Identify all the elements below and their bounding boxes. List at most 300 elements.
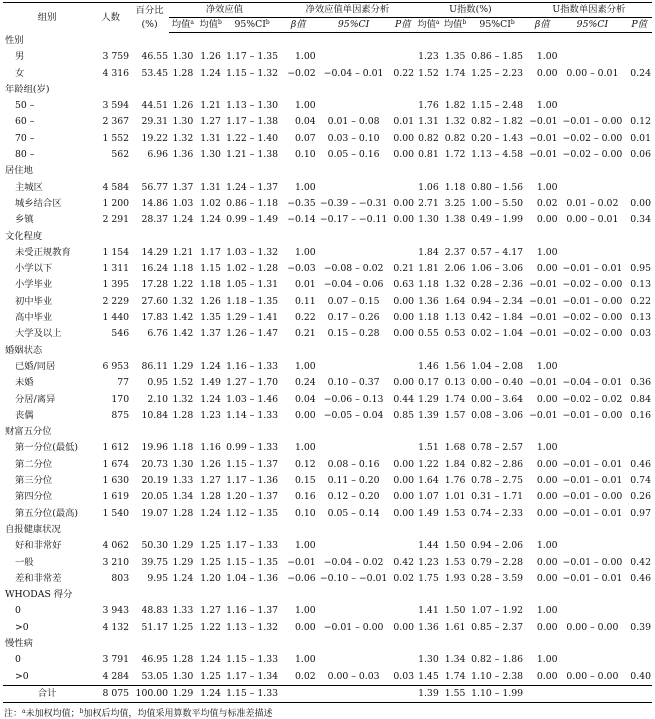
- ci-cell: −0.39 – −0.31: [319, 197, 388, 209]
- u-p-value-cell: 0.16: [630, 409, 651, 421]
- u-mean-a-cell: 1.06: [418, 181, 439, 193]
- table-row: [3, 326, 652, 342]
- u-mean-a-cell: 1.39: [418, 409, 439, 421]
- row-label-cell: 第五分位(最高): [15, 507, 79, 519]
- u-mean-a-cell: 1.84: [418, 246, 439, 258]
- category-row: [3, 229, 652, 245]
- u-mean-a-cell: 0.81: [418, 149, 439, 161]
- u-ci-cell: 0.01 – 0.02: [566, 197, 619, 209]
- u-p-value-cell: 0.42: [630, 556, 651, 568]
- u-beta-cell: 1.00: [536, 181, 558, 193]
- ci-a-cell: 1.22 – 1.40: [226, 132, 279, 144]
- u-mean-b-cell: 1.93: [444, 572, 466, 584]
- mean-a-cell: 1.32: [172, 132, 194, 144]
- u-mean-a-cell: 1.44: [418, 540, 439, 552]
- count-cell: 4 284: [102, 670, 130, 682]
- p-value-cell: 0.00: [393, 328, 415, 340]
- count-cell: 4 584: [102, 181, 130, 193]
- ci-cell: −0.17 – −0.11: [319, 214, 388, 226]
- mean-a-cell: 1.28: [172, 654, 194, 666]
- total-u-mean-b-cell: 1.55: [442, 685, 469, 702]
- u-ci-cell: −0.02 – 0.00: [562, 132, 623, 144]
- beta-cell: 0.22: [294, 312, 316, 324]
- category-row: [3, 343, 652, 359]
- u-beta-cell: 1.00: [536, 540, 558, 552]
- beta-cell: 0.07: [294, 132, 316, 144]
- u-p-value-cell: 0.40: [630, 670, 651, 682]
- count-cell: 2 291: [102, 214, 130, 226]
- ci-cell: [317, 180, 391, 196]
- beta-cell: 1.00: [294, 540, 316, 552]
- ci-cell: [317, 359, 391, 375]
- u-mean-b-cell: 1.74: [444, 393, 466, 405]
- mean-b-cell: 1.28: [200, 491, 221, 503]
- header-u-index: U指数(%): [415, 3, 526, 18]
- row-label-cell: 第一分位(最低): [15, 442, 79, 454]
- u-p-value-cell: 0.74: [630, 475, 651, 487]
- beta-cell: −0.35: [287, 197, 316, 209]
- u-mean-b-cell: 0.53: [444, 328, 466, 340]
- beta-cell: 0.04: [294, 116, 316, 128]
- header-beta: β值: [280, 18, 317, 33]
- ci-cell: 0.05 – 0.16: [327, 149, 380, 161]
- total-row-label-cell: 合计: [3, 685, 91, 702]
- mean-b-cell: 1.27: [200, 475, 221, 487]
- u-beta-cell: −0.01: [529, 409, 558, 421]
- table-row: [3, 408, 652, 424]
- u-mean-a-cell: 0.55: [418, 328, 439, 340]
- p-value-cell: 0.00: [393, 149, 415, 161]
- percent-cell: 9.95: [147, 572, 169, 584]
- p-value-cell: [391, 180, 416, 196]
- u-ci-cell: −0.02 – 0.00: [562, 279, 623, 291]
- p-value-cell: 0.01: [393, 116, 415, 128]
- u-p-value-cell: [626, 180, 652, 196]
- total-mean-a-cell: 1.29: [169, 685, 197, 702]
- table-row: [3, 261, 652, 277]
- row-label-cell: 丧偶: [15, 409, 34, 421]
- total-ci-cell: [317, 685, 391, 702]
- p-value-cell: 0.00: [393, 475, 415, 487]
- ci-cell: −0.01 – 0.00: [323, 621, 384, 633]
- ci-cell: [317, 603, 391, 619]
- count-cell: 2 229: [102, 295, 130, 307]
- u-beta-cell: 0.00: [536, 67, 558, 79]
- category-label: WHODAS 得分: [5, 589, 73, 601]
- ci-a-cell: 1.16 – 1.33: [226, 360, 279, 372]
- u-ci-a-cell: 0.49 – 1.99: [471, 214, 524, 226]
- table-header: [3, 3, 652, 33]
- beta-cell: 0.15: [294, 475, 316, 487]
- mean-b-cell: 1.24: [200, 654, 221, 666]
- u-mean-b-cell: 2.37: [444, 246, 466, 258]
- u-mean-a-cell: 1.22: [418, 458, 439, 470]
- header-u-mean-a: 均值$^a$: [415, 18, 442, 33]
- row-label-cell: 城乡结合区: [15, 197, 62, 209]
- u-mean-b-cell: 1.68: [444, 442, 466, 454]
- u-ci-cell: 0.00 – 0.01: [566, 67, 619, 79]
- u-mean-a-cell: 1.23: [418, 556, 439, 568]
- p-value-cell: 0.85: [393, 409, 415, 421]
- count-cell: 1 619: [102, 491, 130, 503]
- u-ci-cell: [559, 603, 627, 619]
- u-mean-a-cell: 1.36: [418, 621, 439, 633]
- mean-b-cell: 1.25: [200, 670, 221, 682]
- mean-b-cell: 1.25: [200, 556, 221, 568]
- mean-b-cell: 1.30: [200, 149, 221, 161]
- percent-cell: 10.84: [141, 409, 169, 421]
- beta-cell: 1.00: [294, 181, 316, 193]
- mean-b-cell: 1.18: [200, 279, 221, 291]
- u-ci-cell: −0.01 – 0.00: [562, 116, 623, 128]
- beta-cell: 1.00: [294, 605, 316, 617]
- ci-cell: [317, 245, 391, 261]
- mean-a-cell: 1.42: [172, 312, 194, 324]
- mean-a-cell: 1.28: [172, 409, 194, 421]
- ci-cell: [317, 652, 391, 668]
- p-value-cell: [391, 49, 416, 65]
- p-value-cell: 0.42: [393, 556, 415, 568]
- category-row: [3, 522, 652, 538]
- beta-cell: −0.03: [287, 263, 316, 275]
- u-beta-cell: 1.00: [536, 654, 558, 666]
- percent-cell: 29.31: [141, 116, 169, 128]
- u-ci-cell: −0.01 – 0.00: [562, 556, 623, 568]
- u-mean-b-cell: 1.01: [444, 491, 466, 503]
- u-mean-a-cell: 1.76: [418, 100, 439, 112]
- ci-cell: [317, 538, 391, 554]
- percent-cell: 28.37: [141, 214, 169, 226]
- ci-a-cell: 1.14 – 1.33: [226, 409, 279, 421]
- category-row: [3, 163, 652, 179]
- mean-b-cell: 1.21: [200, 100, 221, 112]
- p-value-cell: 0.00: [393, 312, 415, 324]
- u-p-value-cell: 0.46: [630, 458, 651, 470]
- percent-cell: 17.28: [141, 279, 169, 291]
- u-ci-a-cell: 0.78 – 2.75: [471, 475, 524, 487]
- percent-cell: 6.76: [147, 328, 169, 340]
- u-mean-b-cell: 1.34: [444, 654, 466, 666]
- data-table: [3, 2, 652, 703]
- table-row: [3, 506, 652, 522]
- u-p-value-cell: 0.22: [630, 295, 651, 307]
- ci-a-cell: 1.15 – 1.32: [226, 67, 279, 79]
- u-beta-cell: −0.01: [529, 149, 558, 161]
- u-ci-cell: −0.01 – 0.00: [562, 491, 623, 503]
- row-label-cell: 一般: [15, 556, 34, 568]
- percent-cell: 50.30: [141, 540, 169, 552]
- table-row: [3, 66, 652, 82]
- row-label-cell: 分居/离异: [15, 393, 56, 405]
- u-ci-a-cell: 1.07 – 1.92: [471, 605, 524, 617]
- percent-cell: 51.17: [141, 621, 169, 633]
- count-cell: 4 132: [102, 621, 130, 633]
- count-cell: 1 612: [102, 442, 130, 454]
- table-row: [3, 538, 652, 554]
- row-label-cell: 第三分位: [15, 475, 53, 487]
- u-mean-a-cell: 0.82: [418, 132, 439, 144]
- mean-b-cell: 1.17: [200, 246, 221, 258]
- count-cell: 1 674: [102, 458, 130, 470]
- percent-cell: 20.05: [141, 491, 169, 503]
- percent-cell: 14.86: [141, 197, 169, 209]
- u-mean-a-cell: 1.45: [418, 670, 439, 682]
- ci-cell: 0.10 – 0.37: [327, 377, 380, 389]
- count-cell: 546: [111, 328, 130, 340]
- u-ci-a-cell: 0.78 – 2.57: [471, 442, 524, 454]
- u-ci-cell: [559, 538, 627, 554]
- row-label-cell: 0: [15, 605, 21, 617]
- u-mean-a-cell: 1.49: [418, 507, 439, 519]
- percent-cell: 16.24: [141, 263, 169, 275]
- ci-a-cell: 1.26 – 1.47: [226, 328, 279, 340]
- u-beta-cell: −0.01: [529, 116, 558, 128]
- mean-b-cell: 1.31: [200, 181, 221, 193]
- header-u-beta: β值: [526, 18, 559, 33]
- total-p-value-cell: [391, 685, 416, 702]
- u-p-value-cell: 0.13: [630, 312, 651, 324]
- table-row: [3, 603, 652, 619]
- header-u-ci: 95%CI: [559, 18, 627, 33]
- percent-cell: 46.55: [141, 51, 169, 63]
- mean-b-cell: 1.25: [200, 540, 221, 552]
- u-mean-b-cell: 0.13: [444, 377, 466, 389]
- u-mean-b-cell: 1.50: [444, 540, 466, 552]
- u-p-value-cell: [626, 652, 652, 668]
- ci-cell: 0.11 – 0.20: [327, 475, 380, 487]
- u-mean-a-cell: 1.81: [418, 263, 439, 275]
- beta-cell: 0.01: [294, 279, 316, 291]
- count-cell: 3 210: [102, 556, 130, 568]
- u-ci-a-cell: 1.15 – 2.48: [471, 100, 524, 112]
- percent-cell: 27.60: [141, 295, 169, 307]
- p-value-cell: 0.00: [393, 621, 415, 633]
- mean-b-cell: 1.49: [200, 377, 221, 389]
- row-label-cell: 0: [15, 654, 21, 666]
- mean-a-cell: 1.33: [172, 605, 194, 617]
- percent-cell: 48.83: [141, 605, 169, 617]
- mean-b-cell: 1.15: [200, 263, 221, 275]
- u-mean-b-cell: 1.76: [444, 475, 466, 487]
- count-cell: 3 759: [102, 51, 130, 63]
- row-label-cell: 第二分位: [15, 458, 53, 470]
- u-p-value-cell: 0.46: [630, 572, 651, 584]
- mean-b-cell: 1.02: [200, 197, 221, 209]
- ci-a-cell: 1.02 – 1.28: [226, 263, 279, 275]
- u-beta-cell: −0.01: [529, 295, 558, 307]
- mean-a-cell: 1.36: [172, 149, 194, 161]
- count-cell: 1 552: [102, 132, 130, 144]
- total-count-cell: 8 075: [91, 685, 130, 702]
- ci-cell: −0.04 – 0.06: [323, 279, 384, 291]
- ci-cell: 0.00 – 0.03: [327, 670, 380, 682]
- u-mean-b-cell: 1.82: [444, 100, 466, 112]
- u-ci-a-cell: 1.04 – 2.08: [471, 360, 524, 372]
- mean-a-cell: 1.52: [172, 377, 194, 389]
- percent-cell: 20.19: [141, 475, 169, 487]
- header-net-uni: 净效应值单因素分析: [280, 3, 415, 18]
- ci-cell: −0.08 – 0.02: [323, 263, 384, 275]
- ci-a-cell: 1.05 – 1.31: [226, 279, 279, 291]
- table-row: [3, 669, 652, 686]
- percent-cell: 44.51: [141, 100, 169, 112]
- u-p-value-cell: 0.36: [630, 377, 651, 389]
- u-beta-cell: 0.00: [536, 491, 558, 503]
- u-beta-cell: 0.00: [536, 670, 558, 682]
- table-row: [3, 571, 652, 587]
- mean-a-cell: 1.28: [172, 67, 194, 79]
- beta-cell: 0.10: [294, 149, 316, 161]
- count-cell: 1 154: [102, 246, 130, 258]
- u-ci-a-cell: 0.82 – 1.86: [471, 654, 524, 666]
- ci-cell: [317, 98, 391, 114]
- u-mean-a-cell: 1.52: [418, 67, 439, 79]
- u-beta-cell: 1.00: [536, 605, 558, 617]
- mean-b-cell: 1.16: [200, 442, 221, 454]
- ci-a-cell: 1.15 – 1.35: [226, 556, 279, 568]
- u-beta-cell: −0.01: [529, 377, 558, 389]
- p-value-cell: 0.00: [393, 214, 415, 226]
- table-row: [3, 489, 652, 505]
- total-u-ci-a-cell: 1.10 – 1.99: [468, 685, 525, 702]
- mean-a-cell: 1.34: [172, 491, 194, 503]
- header-pct: 百分比 (%): [135, 4, 164, 30]
- mean-a-cell: 1.29: [172, 540, 194, 552]
- category-label: 自报健康状况: [5, 523, 61, 535]
- u-mean-a-cell: 1.36: [418, 295, 439, 307]
- table-row: [3, 180, 652, 196]
- table-row: [3, 457, 652, 473]
- u-ci-cell: [559, 180, 627, 196]
- u-mean-b-cell: 1.32: [444, 116, 466, 128]
- beta-cell: 0.21: [294, 328, 316, 340]
- u-beta-cell: 0.00: [536, 214, 558, 226]
- beta-cell: 0.04: [294, 393, 316, 405]
- ci-a-cell: 1.04 – 1.36: [226, 572, 279, 584]
- u-beta-cell: −0.01: [529, 312, 558, 324]
- u-ci-a-cell: 0.82 – 2.86: [471, 458, 524, 470]
- mean-b-cell: 1.26: [200, 51, 221, 63]
- total-u-p-value-cell: [626, 685, 652, 702]
- mean-a-cell: 1.32: [172, 393, 194, 405]
- table-row: [3, 131, 652, 147]
- beta-cell: 0.00: [294, 621, 316, 633]
- mean-b-cell: 1.24: [200, 507, 221, 519]
- p-value-cell: [391, 245, 416, 261]
- ci-a-cell: 1.13 – 1.30: [226, 100, 279, 112]
- ci-cell: 0.07 – 0.15: [327, 295, 380, 307]
- u-mean-b-cell: 1.32: [444, 279, 466, 291]
- mean-a-cell: 1.18: [172, 263, 194, 275]
- u-mean-a-cell: 1.18: [418, 279, 439, 291]
- category-label: 慢性病: [5, 637, 33, 649]
- category-row: [3, 82, 652, 98]
- row-label-cell: 初中毕业: [15, 295, 53, 307]
- ci-a-cell: 1.17 – 1.35: [226, 51, 279, 63]
- count-cell: 3 943: [102, 605, 130, 617]
- beta-cell: 0.11: [294, 295, 316, 307]
- mean-b-cell: 1.31: [200, 132, 221, 144]
- u-ci-a-cell: 0.79 – 2.28: [471, 556, 524, 568]
- total-u-mean-a-cell: 1.39: [415, 685, 442, 702]
- u-beta-cell: 0.00: [536, 507, 558, 519]
- mean-a-cell: 1.18: [172, 442, 194, 454]
- total-u-ci-cell: [559, 685, 627, 702]
- p-value-cell: 0.00: [393, 507, 415, 519]
- u-beta-cell: 0.00: [536, 475, 558, 487]
- table-row: [3, 277, 652, 293]
- p-value-cell: 0.00: [393, 458, 415, 470]
- u-mean-b-cell: 1.53: [444, 556, 466, 568]
- u-mean-b-cell: 1.74: [444, 670, 466, 682]
- row-label-cell: >0: [15, 670, 29, 682]
- u-beta-cell: 0.00: [536, 263, 558, 275]
- u-p-value-cell: [626, 98, 652, 114]
- p-value-cell: 0.02: [393, 572, 415, 584]
- row-label-cell: 已婚/同居: [15, 360, 56, 372]
- u-ci-cell: 0.00 – 0.00: [566, 670, 619, 682]
- u-mean-a-cell: 1.31: [418, 116, 439, 128]
- row-label-cell: 60 –: [15, 116, 35, 128]
- table-row: [3, 392, 652, 408]
- u-beta-cell: 1.00: [536, 442, 558, 454]
- u-ci-a-cell: 0.28 – 3.59: [471, 572, 524, 584]
- beta-cell: 1.00: [294, 442, 316, 454]
- table-row: [3, 294, 652, 310]
- u-mean-b-cell: 1.72: [444, 149, 466, 161]
- count-cell: 1 630: [102, 475, 130, 487]
- ci-a-cell: 1.20 – 1.37: [226, 491, 279, 503]
- u-mean-b-cell: 1.13: [444, 312, 466, 324]
- u-mean-b-cell: 1.35: [444, 51, 466, 63]
- u-ci-cell: −0.02 – 0.00: [562, 312, 623, 324]
- category-row: [3, 587, 652, 603]
- ci-a-cell: 0.86 – 1.18: [226, 197, 279, 209]
- u-mean-b-cell: 1.38: [444, 214, 466, 226]
- u-ci-a-cell: 0.02 – 1.04: [471, 328, 524, 340]
- u-mean-b-cell: 2.06: [444, 263, 466, 275]
- category-label: 年龄组(岁): [5, 83, 50, 95]
- ci-cell: −0.04 – 0.02: [323, 556, 384, 568]
- u-ci-a-cell: 1.00 – 5.50: [471, 197, 524, 209]
- mean-b-cell: 1.24: [200, 393, 221, 405]
- table-row: [3, 245, 652, 261]
- mean-a-cell: 1.32: [172, 295, 194, 307]
- u-mean-a-cell: 0.17: [418, 377, 439, 389]
- mean-b-cell: 1.27: [200, 116, 221, 128]
- row-label-cell: 小学以下: [15, 263, 53, 275]
- percent-cell: 53.45: [141, 67, 169, 79]
- u-p-value-cell: [626, 359, 652, 375]
- beta-cell: 0.24: [294, 377, 316, 389]
- table-row: [3, 212, 652, 228]
- row-label-cell: 70 –: [15, 132, 35, 144]
- u-ci-cell: [559, 440, 627, 456]
- header-mean-a: 均值$^a$: [169, 18, 197, 33]
- ci-a-cell: 1.21 – 1.38: [226, 149, 279, 161]
- u-ci-cell: −0.02 – 0.02: [562, 393, 623, 405]
- mean-b-cell: 1.23: [200, 409, 221, 421]
- table-row: [3, 440, 652, 456]
- percent-cell: 39.75: [141, 556, 169, 568]
- mean-a-cell: 1.29: [172, 360, 194, 372]
- percent-cell: 56.77: [141, 181, 169, 193]
- beta-cell: 1.00: [294, 246, 316, 258]
- percent-cell: 53.05: [141, 670, 169, 682]
- beta-cell: 0.02: [294, 670, 316, 682]
- beta-cell: 0.10: [294, 507, 316, 519]
- count-cell: 3 791: [102, 654, 130, 666]
